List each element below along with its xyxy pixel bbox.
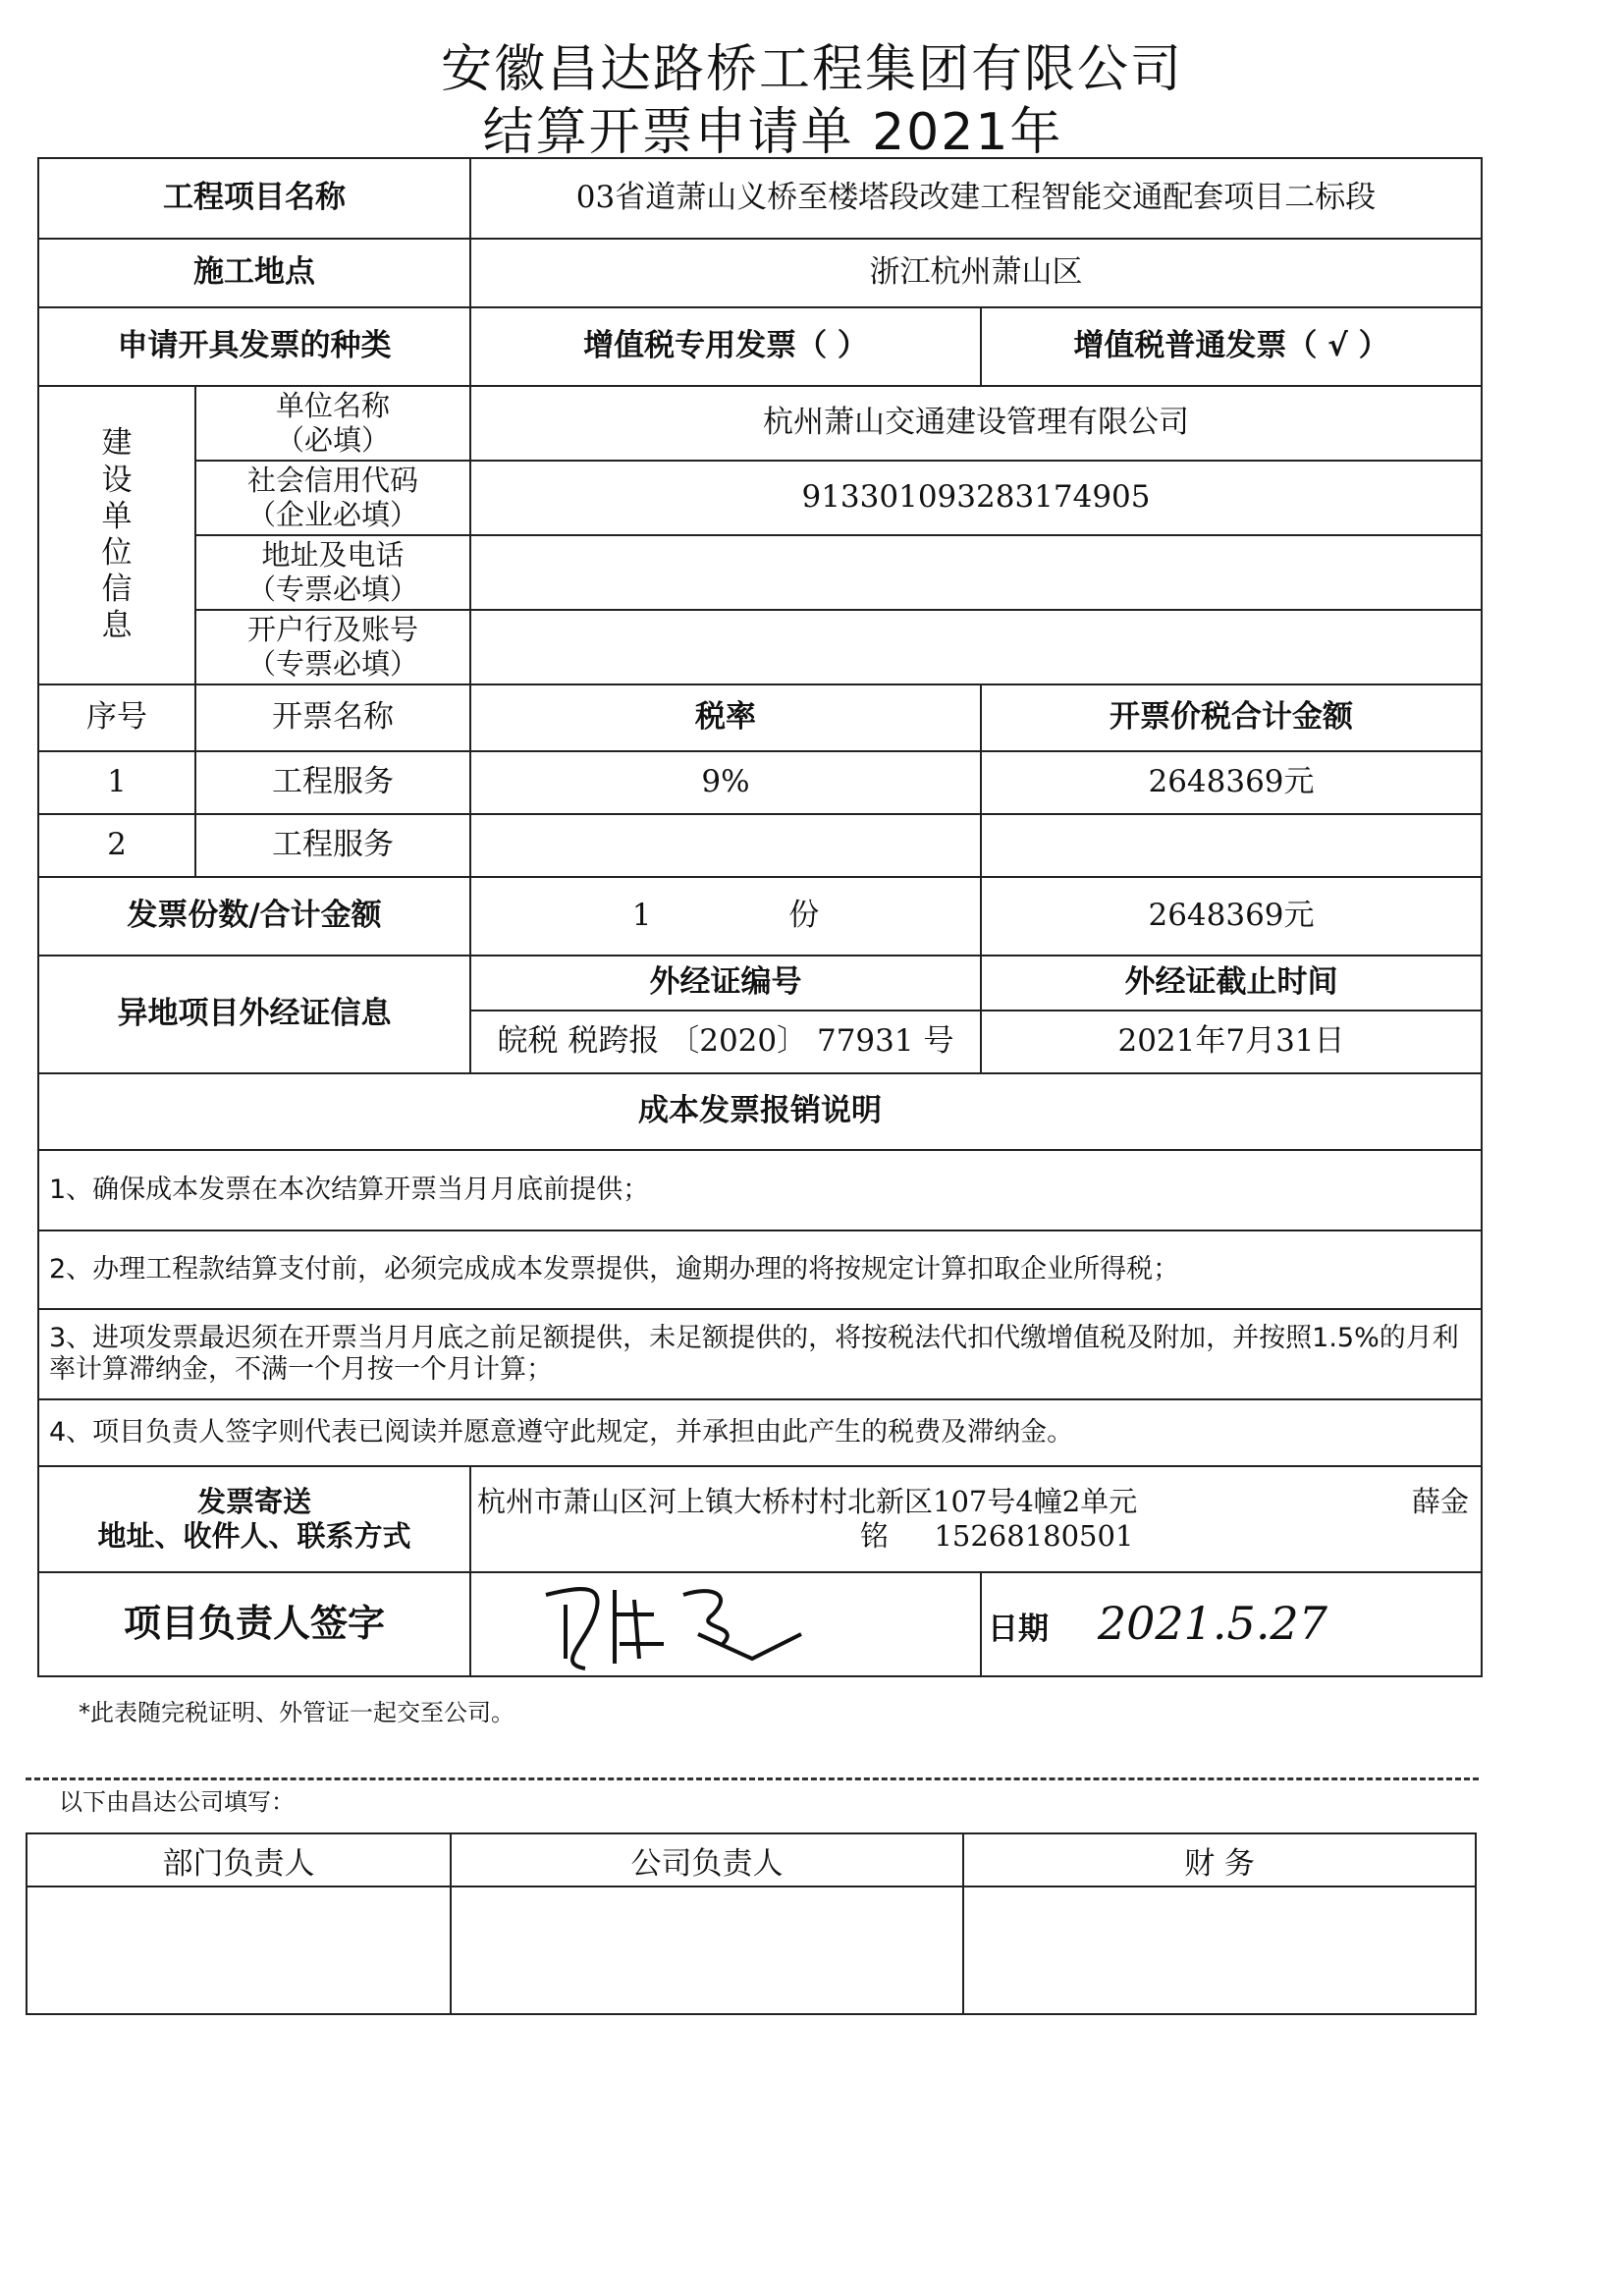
dept-head-header: 部门负责人 (27, 1833, 451, 1886)
finance-sign (963, 1886, 1476, 2014)
item-no: 2 (38, 814, 195, 877)
client-group-char: 单 (101, 498, 133, 534)
address-phone-label (195, 535, 470, 610)
vat-normal-option: 增值税普通发票（ √ ） (981, 307, 1482, 386)
credit-code-value: 913301093283174905 (470, 461, 1482, 535)
date-label: 日期 (988, 1612, 1049, 1648)
cert-deadline-value: 2021年7月31日 (981, 1011, 1482, 1073)
site-label: 施工地点 (38, 239, 470, 307)
client-group-label (38, 386, 195, 684)
table-row (38, 814, 1482, 877)
cert-no-label: 外经证编号 (470, 956, 981, 1011)
approval-header-row (27, 1833, 1476, 1886)
bank-account-value (470, 610, 1482, 684)
credit-code-label (195, 461, 470, 535)
company-head-sign (451, 1886, 963, 2014)
mailing-name-part2: 铭 (860, 1519, 890, 1553)
field-sublabel: （企业必填） (246, 498, 418, 531)
address-phone-value (470, 535, 1482, 610)
note-item: 4、项目负责人签字则代表已阅读并愿意遵守此规定，并承担由此产生的税费及滞纳金。 (38, 1399, 1482, 1466)
row-mailing (38, 1466, 1482, 1572)
mailing-label-line2: 地址、收件人、联系方式 (97, 1519, 411, 1553)
item-name: 工程服务 (195, 751, 470, 814)
header-amount: 开票价税合计金额 (981, 684, 1482, 751)
field-sublabel: （必填） (275, 423, 390, 457)
row-client-name (38, 386, 1482, 461)
row-cert-header (38, 956, 1482, 1011)
header-rate: 税率 (470, 684, 981, 751)
project-name-label: 工程项目名称 (38, 158, 470, 239)
total-count-cell (470, 877, 981, 956)
row-note-2 (38, 1230, 1482, 1309)
approval-sign-row (27, 1886, 1476, 2014)
row-items-header (38, 684, 1482, 751)
approval-table (26, 1832, 1477, 2015)
row-address-phone (38, 535, 1482, 610)
total-count: 1 (631, 898, 652, 934)
note-item: 1、确保成本发票在本次结算开票当月月底前提供； (38, 1150, 1482, 1230)
client-group-char: 信 (101, 572, 133, 608)
cert-label: 异地项目外经证信息 (38, 956, 470, 1073)
signature-cell (470, 1572, 981, 1676)
client-group-char: 建 (101, 425, 133, 462)
cost-section-title: 成本发票报销说明 (38, 1073, 1482, 1150)
row-bank-account (38, 610, 1482, 684)
field-sublabel: （专票必填） (246, 573, 418, 606)
table-row (38, 751, 1482, 814)
site-value: 浙江杭州萧山区 (470, 239, 1482, 307)
dept-head-sign (27, 1886, 451, 2014)
field-label: 地址及电话 (261, 538, 405, 573)
item-rate (470, 814, 981, 877)
internal-use-label: 以下由昌达公司填写： (59, 1788, 295, 1816)
client-group-char: 息 (101, 608, 133, 644)
row-invoice-type (38, 307, 1482, 386)
dashed-divider (26, 1777, 1479, 1780)
item-amount: 2648369元 (981, 751, 1482, 814)
invoice-type-label: 申请开具发票的种类 (38, 307, 470, 386)
row-project-name (38, 158, 1482, 239)
field-label: 开户行及账号 (246, 613, 418, 647)
client-name-value: 杭州萧山交通建设管理有限公司 (470, 386, 1482, 461)
item-name: 工程服务 (195, 814, 470, 877)
cert-no-value: 皖税 税跨报 〔2020〕 77931 号 (470, 1011, 981, 1073)
mailing-name-part1: 薛金 (1412, 1485, 1470, 1519)
handwritten-signature (526, 1575, 821, 1673)
item-amount (981, 814, 1482, 877)
client-name-label (195, 386, 470, 461)
field-label: 社会信用代码 (246, 464, 418, 498)
client-group-char: 设 (101, 462, 133, 498)
settlement-form-table (37, 157, 1483, 1677)
row-cost-title (38, 1073, 1482, 1150)
row-credit-code (38, 461, 1482, 535)
cert-deadline-label: 外经证截止时间 (981, 956, 1482, 1011)
header-no: 序号 (38, 684, 195, 751)
project-name-value: 03省道萧山义桥至楼塔段改建工程智能交通配套项目二标段 (470, 158, 1482, 239)
total-unit: 份 (788, 898, 820, 934)
field-sublabel: （专票必填） (246, 647, 418, 681)
row-note-4 (38, 1399, 1482, 1466)
date-cell (981, 1572, 1482, 1676)
document-title: 安徽昌达路桥工程集团有限公司 (440, 40, 1183, 99)
mailing-label (38, 1466, 470, 1572)
date-handwritten: 2021.5.27 (1097, 1597, 1327, 1651)
finance-header: 财 务 (963, 1833, 1476, 1886)
row-signature (38, 1572, 1482, 1676)
row-note-3 (38, 1309, 1482, 1399)
mailing-value (470, 1466, 1482, 1572)
field-label: 单位名称 (275, 389, 390, 423)
item-rate: 9% (470, 751, 981, 814)
row-note-1 (38, 1150, 1482, 1230)
client-group-char: 位 (101, 535, 133, 571)
signature-label: 项目负责人签字 (38, 1572, 470, 1676)
note-item: 3、进项发票最迟须在开票当月月底之前足额提供，未足额提供的，将按税法代扣代缴增值税及附加，并按照1.5%的月利率计算滞纳金，不满一个月按一个月计算； (38, 1309, 1482, 1399)
bank-account-label (195, 610, 470, 684)
header-name: 开票名称 (195, 684, 470, 751)
company-head-header: 公司负责人 (451, 1833, 963, 1886)
mailing-address: 杭州市萧山区河上镇大桥村村北新区107号4幢2单元 (477, 1485, 1138, 1519)
mailing-phone: 15268180501 (934, 1519, 1134, 1553)
row-total (38, 877, 1482, 956)
footnote: *此表随完税证明、外管证一起交至公司。 (79, 1699, 514, 1726)
total-label: 发票份数/合计金额 (38, 877, 470, 956)
row-site (38, 239, 1482, 307)
item-no: 1 (38, 751, 195, 814)
mailing-label-line1: 发票寄送 (196, 1485, 311, 1519)
total-amount: 2648369元 (981, 877, 1482, 956)
document-subtitle: 结算开票申请单 2021年 (482, 103, 1063, 162)
note-item: 2、办理工程款结算支付前，必须完成成本发票提供，逾期办理的将按规定计算扣取企业所得税； (38, 1230, 1482, 1309)
vat-special-option: 增值税专用发票（ ） (470, 307, 981, 386)
